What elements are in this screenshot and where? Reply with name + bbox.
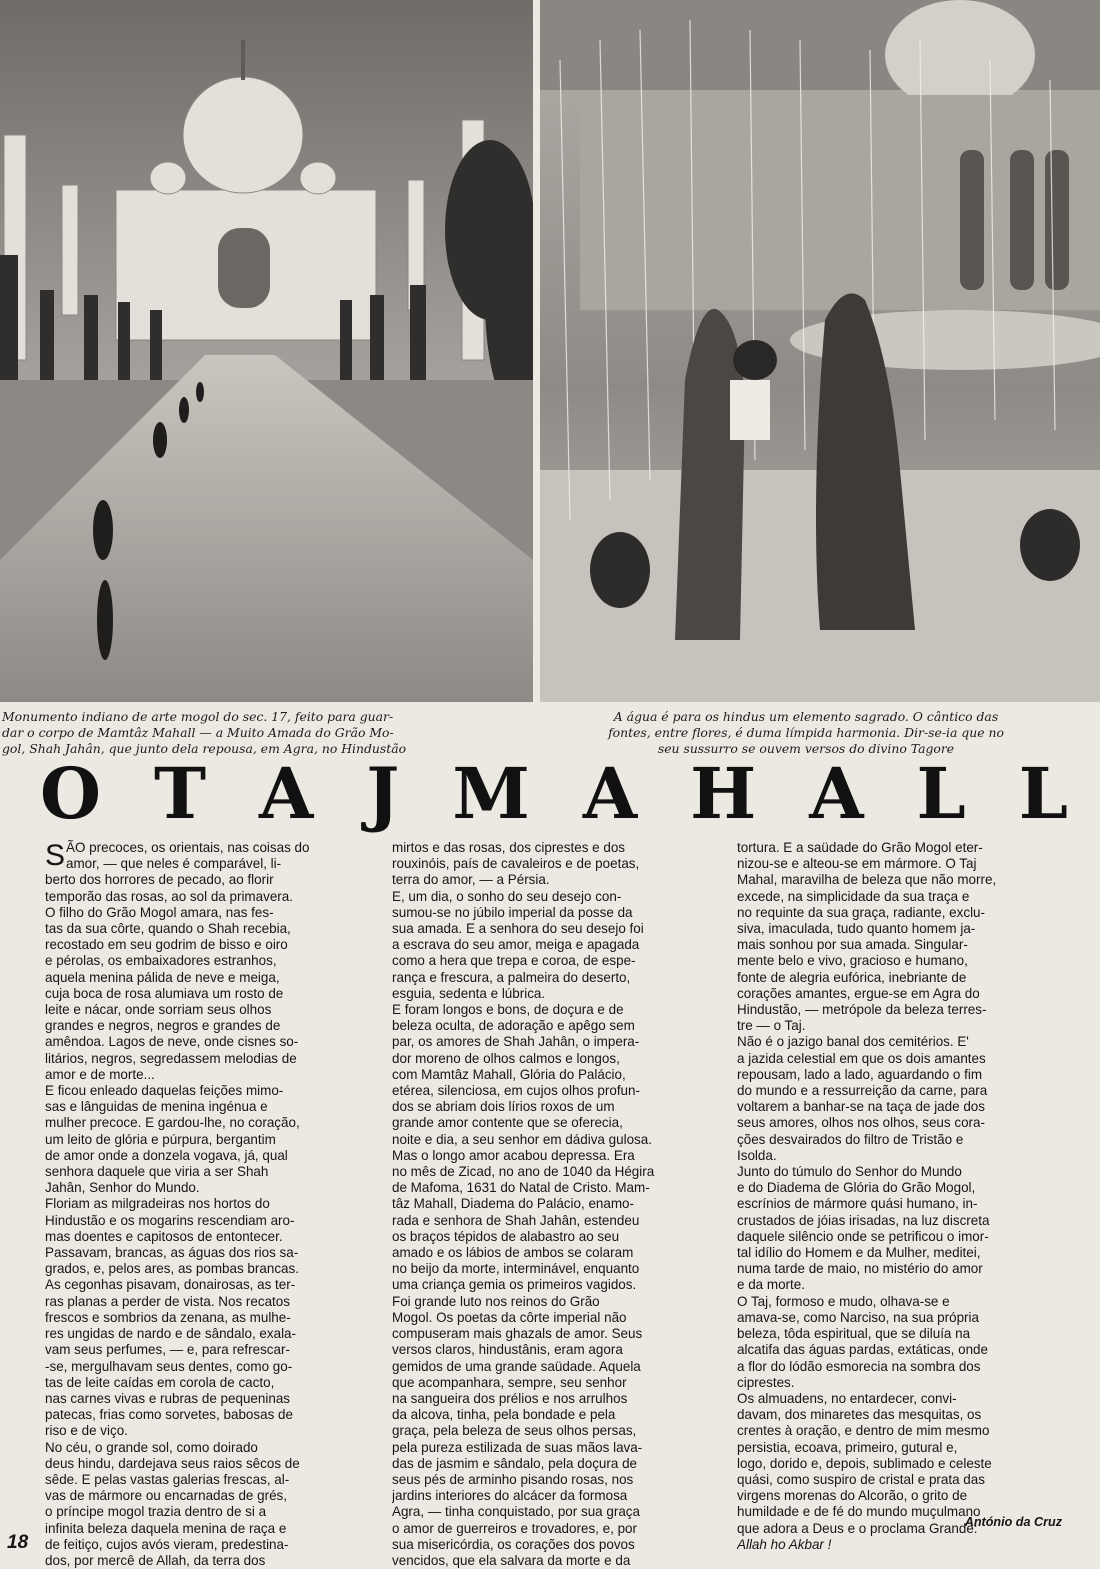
article-line: na sangueira dos prélios e nos arrulhos <box>392 1390 628 1406</box>
article-line: de amor onde a donzela vogava, já, qual <box>45 1147 288 1163</box>
article-line: terra do amor, — a Pérsia. <box>392 872 550 888</box>
article-line: amor e de morte... <box>45 1066 155 1082</box>
article-line: fonte de alegria eufórica, inebriante de <box>737 969 967 985</box>
fountain-photo <box>540 0 1100 702</box>
headline-letter: O <box>40 752 101 835</box>
article-line: dor moreno de olhos calmos e longos, <box>392 1050 620 1066</box>
article-line: humildade e de fé do mundo muçulmano <box>737 1504 981 1520</box>
article-line: Mahal, maravilha de beleza que não morre, <box>737 872 997 888</box>
article-line: litários, negros, segredassem melodias de <box>45 1050 297 1066</box>
caption-line: fontes, entre flores, é duma límpida harmonia. Dir-se-ia que no <box>608 725 1004 740</box>
article-line: voltarem a banhar-se na taça de jade dos <box>737 1099 986 1115</box>
article-line: com Mamtâz Mahall, Glória do Palácio, <box>392 1066 626 1082</box>
article-line: res ungidas de nardo e de sândalo, exala- <box>45 1326 297 1342</box>
article-line: persistia, ecoava, primeiro, gutural e, <box>737 1439 958 1455</box>
article-line: numa tarde de maio, no mistério do amor <box>737 1261 983 1277</box>
article-line: Isolda. <box>737 1147 777 1163</box>
article-line: sêde. E pelas vastas galerias frescas, al- <box>45 1471 290 1487</box>
article-line: rada e senhora de Shah Jahân, estendeu <box>392 1212 640 1228</box>
article-line: No céu, o grande sol, como doirado <box>45 1439 258 1455</box>
article-line: As cegonhas pisavam, donairosas, as ter- <box>45 1277 296 1293</box>
article-line: rouxinóis, país de cavaleiros e de poetas, <box>392 856 640 872</box>
article-line: do mundo e a ressurreição da carne, para <box>737 1083 988 1099</box>
article-line: Não é o jazigo banal dos cemitérios. E' <box>737 1034 969 1050</box>
article-line: E ficou enleado daquelas feições mimo- <box>45 1083 284 1099</box>
article-line: amava-se, como Narciso, na sua própria <box>737 1309 979 1325</box>
article-line: esguia, sedenta e lúbrica. <box>392 985 546 1001</box>
caption-line: dar o corpo de Mamtâz Mahall — a Muito Amada do Grão Mo- <box>2 725 394 740</box>
caption-line: gol, Shah Jahân, que junto dela repousa, em Agra, no Hindustão <box>2 741 407 756</box>
article-line: ciprestes. <box>737 1374 795 1390</box>
article-line: escrínios de mármore quási humano, in- <box>737 1196 978 1212</box>
article-column-1 <box>45 840 371 1569</box>
article-line: berto dos horrores de pecado, ao florir <box>45 872 274 888</box>
article-line: siva, imaculada, tudo quanto homem ja- <box>737 921 976 937</box>
article-line: E, um dia, o sonho do seu desejo con- <box>392 888 622 904</box>
article-line: jardins interiores do alcácer da formosa <box>392 1488 628 1504</box>
article-line: patecas, frias como sorvetes, babosas de <box>45 1407 293 1423</box>
article-line: sua amada. E a senhora do seu desejo foi <box>392 921 644 937</box>
article-line: E foram longos e bons, de doçura e de <box>392 1002 624 1018</box>
article-line: vas de mármore ou encarnadas de grés, <box>45 1488 288 1504</box>
article-line: o príncipe mogol trazia dentro de si a <box>45 1504 267 1520</box>
article-line: e pérolas, os embaixadores estranhos, <box>45 953 277 969</box>
drop-cap: S <box>45 839 66 872</box>
article-line: Floriam as milgradeiras nos hortos do <box>45 1196 270 1212</box>
article-line: cuja boca de rosa alumiava um rosto de <box>45 985 284 1001</box>
article-line: sua misericórdia, os corações dos povos <box>392 1536 635 1552</box>
article-line: de Mafoma, 1631 do Natal de Cristo. Mam- <box>392 1180 650 1196</box>
article-line: grandes e negros, negros e grandes de <box>45 1018 281 1034</box>
article-line: amêndoa. Lagos de neve, onde cisnes so- <box>45 1034 299 1050</box>
article-line: de feitiço, cujos avós vieram, predestina- <box>45 1536 289 1552</box>
headline-letter: L <box>1018 752 1068 835</box>
article-line: temporão das rosas, ao sol da primavera. <box>45 888 293 904</box>
article-line: davam, dos minaretes das mesquitas, os <box>737 1407 982 1423</box>
article-line: grados, e, pelos ares, as pombas brancas. <box>45 1261 299 1277</box>
article-line: Hindustão, — metrópole da beleza terres- <box>737 1002 987 1018</box>
article-line: Passavam, brancas, as águas dos rios sa- <box>45 1245 299 1261</box>
article-line: que adora a Deus e o proclama Grande: <box>737 1520 978 1536</box>
headline-letter: T <box>153 752 207 835</box>
article-line: mas doentes e capitosos de entontecer. <box>45 1228 283 1244</box>
article-line: par, os amores de Shah Jahân, o impera- <box>392 1034 640 1050</box>
left-photo-caption <box>2 709 522 757</box>
article-line: das de jasmim e sândalo, pela doçura de <box>392 1455 638 1471</box>
article-line: compuseram mais ghazals de amor. Seus <box>392 1326 643 1342</box>
article-line: nas carnes vivas e rubras de pequeninas <box>45 1390 291 1406</box>
article-line: versos claros, hindustânis, eram agora <box>392 1342 623 1358</box>
article-line: Agra, — tinha conquistado, por sua graça <box>392 1504 640 1520</box>
article-line: mente belo e vivo, gracioso e humano, <box>737 953 968 969</box>
article-line: mais sonhou por sua amada. Singular- <box>737 937 968 953</box>
article-line: virgens morenas do Alcorão, o grito de <box>737 1488 968 1504</box>
article-line: nizou-se e alteou-se em mármore. O Taj <box>737 856 977 872</box>
article-line: mirtos e das rosas, dos ciprestes e dos <box>392 840 626 855</box>
article-headline <box>40 752 1068 835</box>
article-line: no requinte da sua graça, radiante, exclu- <box>737 904 986 920</box>
author-signature: António da Cruz <box>964 1515 1062 1529</box>
article-line: tre — o Taj. <box>737 1018 806 1034</box>
article-line: tâz Mahall, Diadema do Palácio, enamo- <box>392 1196 634 1212</box>
headline-letter: A <box>809 752 864 835</box>
headline-letter: M <box>452 752 530 835</box>
article-line: o amor de guerreiros e trovadores, e, por <box>392 1520 637 1536</box>
article-line: ÃO precoces, os orientais, nas coisas do <box>66 840 310 855</box>
article-line: seus pés de arminho pisando rosas, nos <box>392 1471 634 1487</box>
article-line: noite e dia, a seu senhor em dádiva gulosa. <box>392 1131 652 1147</box>
article-line: a escrava do seu amor, meiga e apagada <box>392 937 640 953</box>
article-line: deus hindu, dardejava seus raios sêcos de <box>45 1455 300 1471</box>
article-line: beleza oculta, de adoração e apêgo sem <box>392 1018 635 1034</box>
article-line: amado e os lábios de ambos se colaram <box>392 1245 634 1261</box>
article-line: pela pureza estilizada de suas mãos lava- <box>392 1439 643 1455</box>
article-line: a jazida celestial em que os dois amantes <box>737 1050 986 1066</box>
caption-line: seu sussurro se ouvem versos do divino Tagore <box>657 741 955 756</box>
article-line: riso e de viço. <box>45 1423 128 1439</box>
article-line: tas de leite caídas em corola de cacto, <box>45 1374 275 1390</box>
article-line: etérea, silenciosa, em cujos olhos profun- <box>392 1083 640 1099</box>
article-line: e da morte. <box>737 1277 805 1293</box>
article-line: rança e frescura, a palmeira do deserto, <box>392 969 631 985</box>
taj-mahal-photo <box>0 0 533 702</box>
article-line: dos, por mercê de Allah, da terra dos <box>45 1552 266 1568</box>
article-line: logo, dorido e, depois, sublimado e celeste <box>737 1455 992 1471</box>
article-line: frescos e sombrios da zenana, as mulhe- <box>45 1309 291 1325</box>
article-line: como a hera que trepa e coroa, de espe- <box>392 953 636 969</box>
article-line: Jahân, Senhor do Mundo. <box>45 1180 200 1196</box>
article-line: crentes à oração, e dentro de mim mesmo <box>737 1423 990 1439</box>
article-line: aquela menina pálida de neve e meiga, <box>45 969 280 985</box>
article-line: da alcova, tinha, pela bondade e pela <box>392 1407 616 1423</box>
headline-letter: A <box>259 752 314 835</box>
article-line: amor, — que neles é comparável, li- <box>66 856 282 872</box>
article-line: O Taj, formoso e mudo, olhava-se e <box>737 1293 950 1309</box>
article-line: beleza, tôda espiritual, que se diluía na <box>737 1326 971 1342</box>
caption-line: A água é para os hindus um elemento sagrado. O cântico das <box>613 709 999 724</box>
article-column-2 <box>392 840 718 1569</box>
article-line: daquele silêncio onde se petrificou o imor- <box>737 1228 989 1244</box>
article-line: tortura. E a saüdade do Grão Mogol eter- <box>737 840 983 855</box>
article-line: Junto do túmulo do Senhor do Mundo <box>737 1164 962 1180</box>
article-line: infinita beleza daquela menina de raça e <box>45 1520 287 1536</box>
article-line: mulher precoce. E gardou-lhe, no coração, <box>45 1115 300 1131</box>
article-line: a flor do lódão esmorecia na sombra dos <box>737 1358 981 1374</box>
headline-letter: H <box>690 752 757 835</box>
page-number: 18 <box>7 1532 29 1553</box>
article-line: O filho do Grão Mogol amara, nas fes- <box>45 904 274 920</box>
article-line: Hindustão e os mogarins rescendiam aro- <box>45 1212 295 1228</box>
article-line: os braços tépidos de alabastro ao seu <box>392 1228 620 1244</box>
headline-letter: A <box>582 752 638 835</box>
article-line: quási, como suspiro de cristal e prata das <box>737 1471 985 1487</box>
article-line: Foi grande luto nos reinos do Grão <box>392 1293 600 1309</box>
article-line: Mas o longo amor acabou depressa. Era <box>392 1147 635 1163</box>
article-line: tas da sua côrte, quando o Shah recebia, <box>45 921 291 937</box>
article-line: grande amor contente que se oferecia, <box>392 1115 623 1131</box>
article-line: Mogol. Os poetas da côrte imperial não <box>392 1309 627 1325</box>
headline-letter: L <box>916 752 966 835</box>
article-line: e do Diadema de Glória do Grão Mogol, <box>737 1180 976 1196</box>
article-line: seus amores, olhos nos olhos, seus cora- <box>737 1115 985 1131</box>
article-line: que acompanhara, sempre, seu senhor <box>392 1374 627 1390</box>
article-line: Os almuadens, no entardecer, convi- <box>737 1390 957 1406</box>
article-column-3 <box>737 840 1063 1553</box>
article-line: uma criança gemia os primeiros vagidos. <box>392 1277 637 1293</box>
article-line: no beijo da morte, interminável, enquanto <box>392 1261 640 1277</box>
article-line: graça, pela beleza de seus olhos persas, <box>392 1423 637 1439</box>
article-line: repousam, lado a lado, aguardando o fim <box>737 1066 983 1082</box>
article-line: dos se abriam dois lírios roxos de um <box>392 1099 615 1115</box>
right-photo-caption <box>548 709 1064 757</box>
article-line: ras planas a perder de vista. Nos recatos <box>45 1293 290 1309</box>
article-line: gemidos de uma grande saüdade. Aquela <box>392 1358 641 1374</box>
article-line: senhora daquele que viria a ser Shah <box>45 1164 269 1180</box>
caption-line: Monumento indiano de arte mogol do sec. 17, feito para guar- <box>2 709 394 724</box>
article-line: excede, na simplicidade da sua traça e <box>737 888 970 904</box>
article-line: um leito de glória e púrpura, bergantim <box>45 1131 276 1147</box>
article-line: crustados de jóias irisadas, na luz discreta <box>737 1212 990 1228</box>
headline-letter: J <box>366 752 400 835</box>
article-line: vam seus perfumes, — e, para refrescar- <box>45 1342 290 1358</box>
article-line: ções desvairados do filtro de Tristão e <box>737 1131 964 1147</box>
article-line: sumou-se no júbilo imperial da posse da <box>392 904 633 920</box>
article-line: vencidos, que ela salvara da morte e da <box>392 1552 631 1568</box>
article-line: leite e nácar, onde sorriam seus olhos <box>45 1002 272 1018</box>
article-line: tal idílio do Homem e da Mulher, meditei, <box>737 1245 981 1261</box>
article-line: Allah ho Akbar ! <box>737 1536 832 1552</box>
article-line: no mês de Zicad, no ano de 1040 da Hégira <box>392 1164 655 1180</box>
article-line: recostado em seu godrim de bisso e oiro <box>45 937 288 953</box>
article-line: corações amantes, ergue-se em Agra do <box>737 985 980 1001</box>
article-line: sas e lânguidas de menina ingénua e <box>45 1099 268 1115</box>
article-line: -se, mergulhavam seus dentes, como go- <box>45 1358 293 1374</box>
article-line: alcatifa das águas pardas, extáticas, onde <box>737 1342 988 1358</box>
